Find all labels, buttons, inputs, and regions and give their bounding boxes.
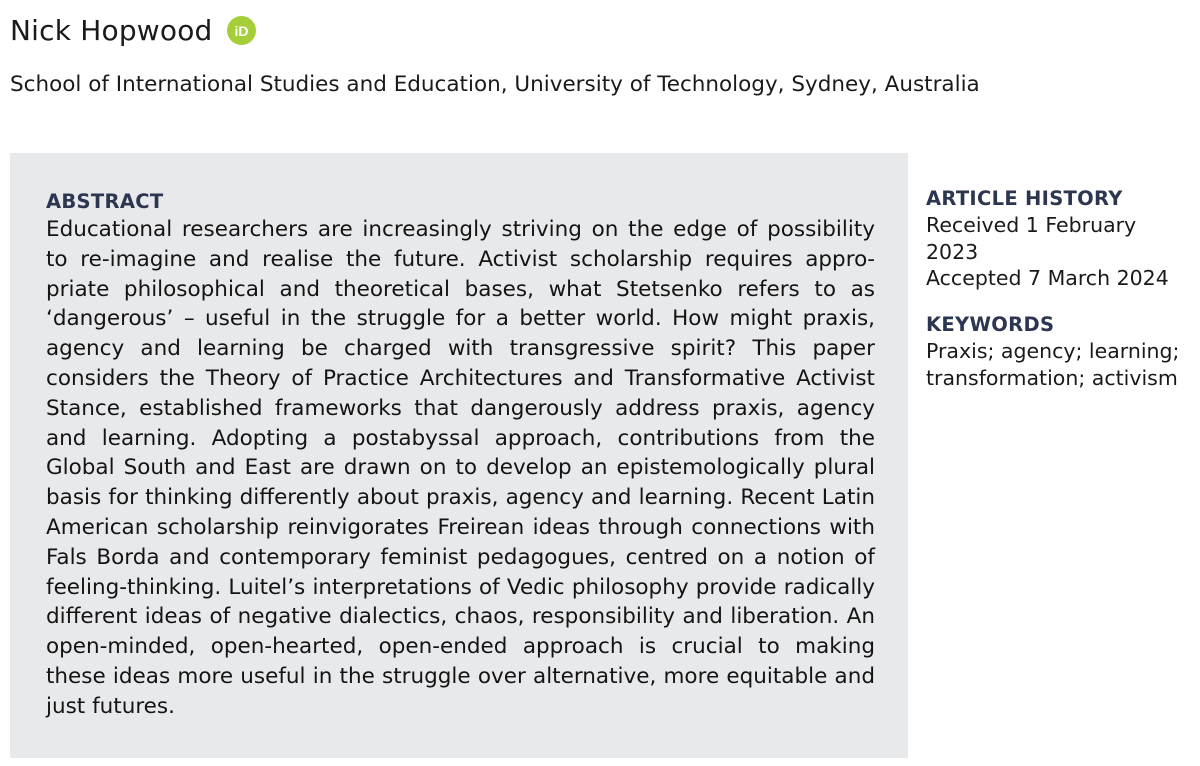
abstract-heading: ABSTRACT (46, 190, 164, 213)
keywords-line1: Praxis; agency; learning; (926, 339, 1180, 363)
keywords (926, 312, 1196, 391)
received-date-line2: 2023 (926, 239, 979, 264)
received-date-line1: Received 1 February (926, 213, 1137, 237)
keywords-line2: transformation; activism (926, 365, 1178, 390)
author-name: Nick Hopwood (10, 14, 213, 47)
abstract-box (10, 153, 908, 758)
accepted-date: Accepted 7 March 2024 (926, 266, 1169, 290)
orcid-icon-label: iD (234, 23, 249, 39)
abstract-text: Educational researchers are increasingly striving on the edge of possibility to re-imagine and realise the future. Activist scholarship requires appropriate philosophical and theoretical bases, what Stetsenko refers to as ‘dangerous’ – useful in the struggle for a better world. How might praxis, agency and learning be charged with transgressive spirit? This paper considers the Theory of Practice Architectures and Transformative Activist Stance, established frameworks that dangerously address praxis, agency and learning. Adopting a postabyssal approach, contributions from the Global South and East are drawn on to develop an epistemologically plural basis for thinking differently about praxis, agency and learning. Recent Latin American scholarship reinvigorates Freirean ideas through connections with Fals Borda and contemporary feminist pedagogues, centred on a notion of feeling-thinking. Luitel’s interpretations of Vedic philosophy provide radically different ideas of negative dialectics, chaos, responsibility and liberation. An open-minded, open-hearted, open-ended approach is crucial to making these ideas more useful in the struggle over alternative, more equitable and just futures. (46, 217, 875, 719)
affiliation: School of International Studies and Education, University of Technology, Sydney, Australia (10, 72, 980, 97)
article-history-heading: ARTICLE HISTORY (926, 187, 1123, 210)
keywords-heading: KEYWORDS (926, 313, 1055, 336)
article-history (926, 186, 1196, 292)
author-line (10, 14, 256, 47)
orcid-icon[interactable] (227, 16, 256, 45)
